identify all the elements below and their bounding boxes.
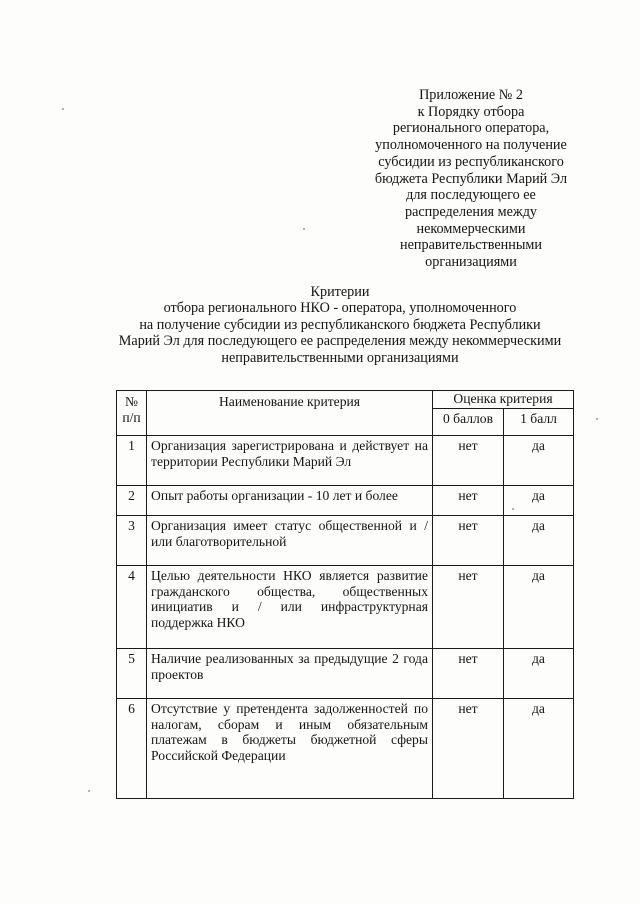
header-number-line1: № bbox=[125, 394, 138, 409]
appendix-header bbox=[352, 87, 590, 271]
scan-speck bbox=[88, 790, 90, 792]
row-score-1: да bbox=[504, 516, 574, 566]
scan-speck bbox=[303, 228, 305, 230]
scan-speck bbox=[512, 508, 514, 510]
row-score-0: нет bbox=[433, 436, 504, 486]
row-score-1: да bbox=[504, 486, 574, 516]
row-criterion: Наличие реализованных за предыдущие 2 года проектов bbox=[147, 649, 433, 699]
appendix-line: к Порядку отбора bbox=[417, 103, 525, 120]
row-number: 2 bbox=[117, 486, 147, 516]
row-number: 6 bbox=[117, 699, 147, 799]
header-number-line2: п/п bbox=[122, 409, 141, 425]
row-score-1: да bbox=[504, 649, 574, 699]
document-title bbox=[80, 284, 600, 366]
header-score-0: 0 баллов bbox=[433, 409, 504, 436]
title-line: отбора регионального НКО - оператора, уполномоченного bbox=[163, 300, 517, 317]
row-number: 4 bbox=[117, 566, 147, 649]
appendix-line: для последующего ее bbox=[406, 187, 536, 204]
appendix-line: неправительственными bbox=[400, 237, 542, 254]
header-score-1: 1 балл bbox=[504, 409, 574, 436]
row-score-0: нет bbox=[433, 516, 504, 566]
table-row bbox=[117, 699, 574, 799]
appendix-line: регионального оператора, bbox=[392, 120, 550, 137]
row-criterion: Организация зарегистрирована и действует на территории Республики Марий Эл bbox=[147, 436, 433, 486]
row-criterion: Организация имеет статус общественной и / или благотворительной bbox=[147, 516, 433, 566]
row-score-1: да bbox=[504, 436, 574, 486]
table-header-row bbox=[117, 391, 574, 409]
criteria-table bbox=[116, 390, 574, 799]
header-criterion-name: Наименование критерия bbox=[147, 391, 433, 436]
title-line: на получение субсидии из республиканского бюджета Республики bbox=[139, 316, 541, 333]
appendix-line: распределения между bbox=[404, 203, 538, 220]
table-row bbox=[117, 516, 574, 566]
row-number: 1 bbox=[117, 436, 147, 486]
appendix-line: Приложение № 2 bbox=[419, 87, 523, 103]
row-criterion: Целью деятельности НКО является развитие гражданского общества, общественных инициатив и / или инфраструктурная поддержка НКО bbox=[147, 566, 433, 649]
appendix-line: субсидии из республиканского bbox=[378, 153, 564, 170]
row-criterion: Отсутствие у претендента задолженностей по налогам, сборам и иным обязательным платежам в бюджеты бюджетной сферы Российской Федерации bbox=[147, 699, 433, 799]
table-row bbox=[117, 486, 574, 516]
row-score-0: нет bbox=[433, 699, 504, 799]
table-row bbox=[117, 649, 574, 699]
row-score-0: нет bbox=[433, 566, 504, 649]
title-line: неправительственными организациями bbox=[221, 349, 459, 366]
row-number: 3 bbox=[117, 516, 147, 566]
table-row bbox=[117, 566, 574, 649]
appendix-line: организациями bbox=[425, 254, 517, 271]
row-score-0: нет bbox=[433, 486, 504, 516]
row-criterion: Опыт работы организации - 10 лет и более bbox=[147, 486, 433, 516]
scan-speck bbox=[596, 418, 598, 420]
header-score: Оценка критерия bbox=[433, 391, 574, 409]
appendix-line: бюджета Республики Марий Эл bbox=[374, 170, 568, 187]
scan-speck bbox=[62, 108, 64, 110]
header-number bbox=[117, 391, 147, 436]
title-line: Марий Эл для последующего ее распределения между некоммерческими bbox=[118, 333, 562, 350]
table-row bbox=[117, 436, 574, 486]
row-number: 5 bbox=[117, 649, 147, 699]
row-score-0: нет bbox=[433, 649, 504, 699]
title-heading: Критерии bbox=[310, 284, 370, 300]
row-score-1: да bbox=[504, 699, 574, 799]
appendix-line: уполномоченного на получение bbox=[375, 137, 567, 154]
appendix-line: некоммерческими bbox=[416, 220, 526, 237]
row-score-1: да bbox=[504, 566, 574, 649]
